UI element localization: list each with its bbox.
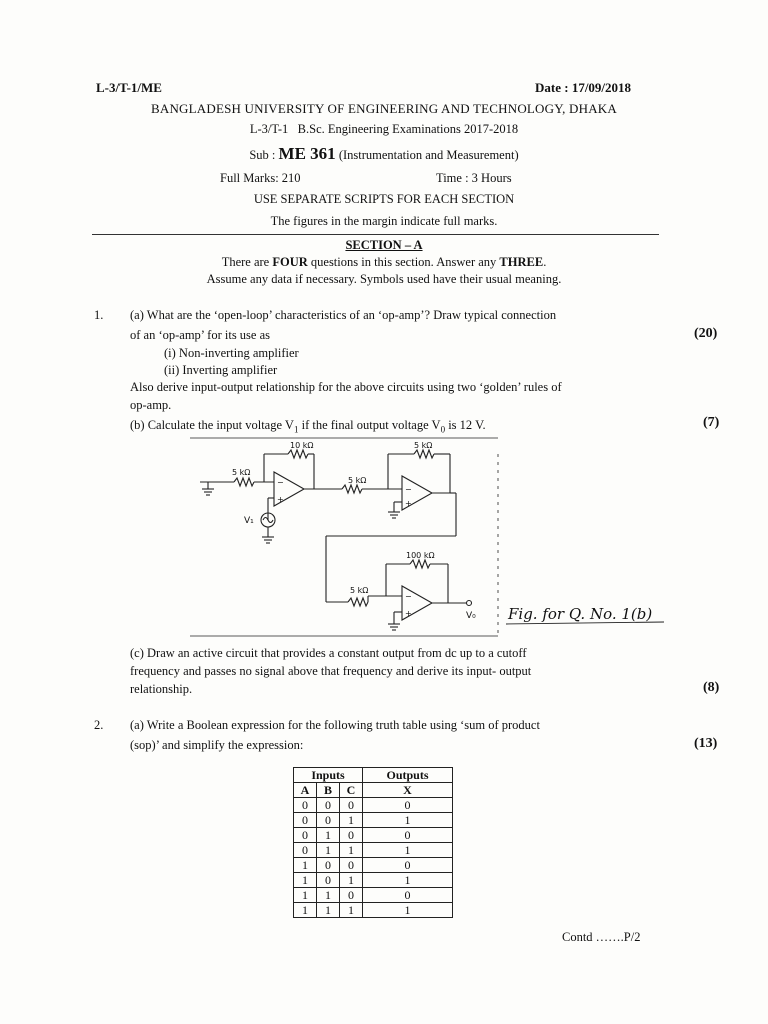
q1a-marks: (20) <box>694 326 718 341</box>
opamp-minus: − <box>405 485 412 494</box>
table-cell: 1 <box>340 873 363 888</box>
q2a-line: (a) Write a Boolean expression for the following truth table using ‘sum of product <box>130 718 540 732</box>
opamp-circuit-figure <box>180 436 680 644</box>
table-cell: 0 <box>340 798 363 813</box>
table-cell: 0 <box>294 843 317 858</box>
table-cell: 1 <box>317 828 340 843</box>
q1b-part: (b) Calculate the input voltage V <box>130 418 294 432</box>
col-header: C <box>340 783 363 798</box>
q1b-sub: 0 <box>440 424 446 435</box>
paper-code: L-3/T-1/ME <box>96 80 162 95</box>
table-cell: 1 <box>340 813 363 828</box>
q1b-marks: (7) <box>703 415 720 430</box>
exam-time: Time : 3 Hours <box>436 171 512 185</box>
table-cell: 0 <box>317 813 340 828</box>
instr-part: . <box>543 255 547 269</box>
resistor-label: 5 kΩ <box>414 441 433 450</box>
table-cell: 1 <box>363 813 453 828</box>
table-cell: 1 <box>294 858 317 873</box>
q1a-item: (ii) Inverting amplifier <box>164 363 278 377</box>
section-instruction <box>0 255 768 270</box>
subject-line <box>0 144 768 164</box>
output-voltage-label: V₀ <box>466 611 476 621</box>
resistor-label: 5 kΩ <box>348 476 367 485</box>
table-row <box>294 828 453 843</box>
table-cell: 0 <box>294 813 317 828</box>
q1c-marks: (8) <box>703 680 720 695</box>
exam-name: B.Sc. Engineering Examinations 2017-2018 <box>297 122 519 136</box>
university-name: BANGLADESH UNIVERSITY OF ENGINEERING AND TECHNOLOGY, DHAKA <box>151 101 617 116</box>
q1-number: 1. <box>94 308 104 322</box>
table-cell: 1 <box>363 843 453 858</box>
table-cell: 1 <box>340 843 363 858</box>
table-cell: 1 <box>363 873 453 888</box>
table-cell: 0 <box>317 858 340 873</box>
table-cell: 0 <box>317 873 340 888</box>
subject-prefix: Sub : <box>249 148 276 162</box>
course-name: (Instrumentation and Measurement) <box>338 148 519 162</box>
margin-note: The figures in the margin indicate full marks. <box>270 214 498 228</box>
table-row <box>294 903 453 918</box>
q1a-line: op-amp. <box>130 398 172 412</box>
instr-count: FOUR <box>272 255 308 269</box>
col-header: A <box>294 783 317 798</box>
table-cell: 0 <box>340 888 363 903</box>
table-cell: 1 <box>317 888 340 903</box>
input-voltage-label: V₁ <box>244 516 254 526</box>
table-row <box>294 798 453 813</box>
q2a-marks: (13) <box>694 736 718 751</box>
section-assumption: Assume any data if necessary. Symbols used have their usual meaning. <box>206 272 562 286</box>
opamp-plus: + <box>405 609 412 618</box>
q1b-part: is 12 V. <box>445 418 486 432</box>
table-row <box>294 858 453 873</box>
exam-line <box>0 122 768 137</box>
table-cell: 0 <box>363 858 453 873</box>
q1a-line: of an ‘op-amp’ for its use as <box>130 328 271 342</box>
scripts-note: USE SEPARATE SCRIPTS FOR EACH SECTION <box>253 192 515 206</box>
table-cell: 0 <box>363 888 453 903</box>
section-title: SECTION – A <box>345 238 423 252</box>
table-cell: 0 <box>363 798 453 813</box>
table-cell: 1 <box>317 903 340 918</box>
table-row <box>294 843 453 858</box>
table-row <box>294 873 453 888</box>
q1b-text <box>130 418 486 435</box>
instr-part: There are <box>221 255 273 269</box>
opamp-plus: + <box>405 499 412 508</box>
course-code: ME 361 <box>278 144 336 163</box>
table-row <box>294 888 453 903</box>
truth-table <box>293 767 453 918</box>
outputs-header: Outputs <box>363 768 453 783</box>
q1c-line: relationship. <box>130 682 193 696</box>
table-cell: 0 <box>294 798 317 813</box>
table-cell: 1 <box>340 903 363 918</box>
resistor-label: 10 kΩ <box>290 441 314 450</box>
header-rule <box>92 234 659 235</box>
q1b-sub: 1 <box>293 424 299 435</box>
table-cell: 1 <box>294 873 317 888</box>
instr-answer: THREE <box>499 255 544 269</box>
exam-code: L-3/T-1 <box>249 122 289 136</box>
resistor-label: 100 kΩ <box>406 551 435 560</box>
opamp-plus: + <box>277 495 284 504</box>
q1b-part: if the final output voltage V <box>298 418 441 432</box>
opamp-minus: − <box>405 592 412 601</box>
q1a-line: Also derive input-output relationship for the above circuits using two ‘golden’ rules of <box>130 380 562 394</box>
table-cell: 1 <box>363 903 453 918</box>
q1c-line: frequency and passes no signal above that frequency and derive its input- output <box>130 664 532 678</box>
resistor-label: 5 kΩ <box>350 586 369 595</box>
col-header: B <box>317 783 340 798</box>
q1a-line: (a) What are the ‘open-loop’ characteristics of an ‘op-amp’? Draw typical connection <box>130 308 557 322</box>
table-cell: 0 <box>363 828 453 843</box>
table-cell: 0 <box>294 828 317 843</box>
exam-date: Date : 17/09/2018 <box>535 80 632 95</box>
q1c-line: (c) Draw an active circuit that provides a constant output from dc up to a cutoff <box>130 646 527 660</box>
table-cell: 0 <box>317 798 340 813</box>
full-marks: Full Marks: 210 <box>220 171 301 185</box>
q2-number: 2. <box>94 718 104 732</box>
figure-caption: Fig. for Q. No. 1(b) <box>508 605 653 623</box>
table-cell: 0 <box>340 828 363 843</box>
table-cell: 1 <box>294 903 317 918</box>
q1a-item: (i) Non-inverting amplifier <box>164 346 299 360</box>
table-row <box>294 813 453 828</box>
table-cell: 0 <box>340 858 363 873</box>
col-header: X <box>363 783 453 798</box>
q2a-line: (sop)’ and simplify the expression: <box>130 738 304 752</box>
continued-note: Contd …….P/2 <box>562 930 641 944</box>
table-cell: 1 <box>317 843 340 858</box>
table-cell: 1 <box>294 888 317 903</box>
instr-part: questions in this section. Answer any <box>307 255 500 269</box>
inputs-header: Inputs <box>294 768 363 783</box>
resistor-label: 5 kΩ <box>232 468 251 477</box>
opamp-minus: − <box>277 478 284 487</box>
